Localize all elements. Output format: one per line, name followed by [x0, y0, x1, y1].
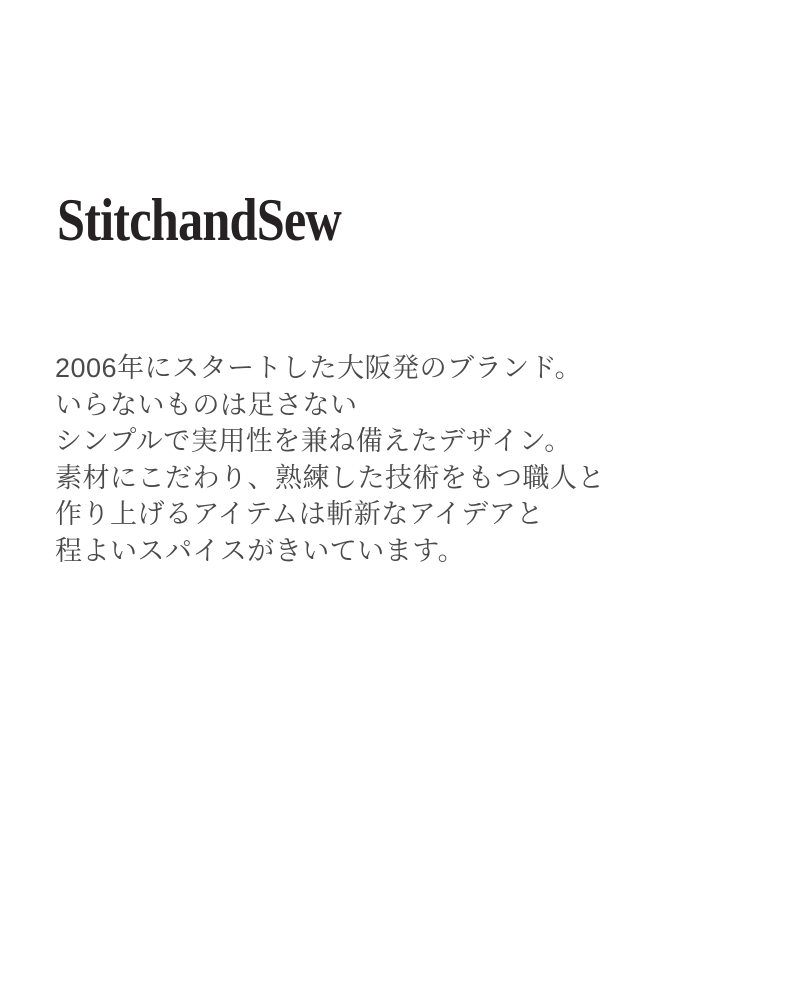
brand-description-line: 程よいスパイスがきいています。 — [55, 535, 466, 566]
brand-logo-text: StitchandSew — [57, 187, 341, 253]
brand-description-line: いらないものは足さない — [55, 389, 358, 420]
brand-description-line: シンプルで実用性を兼ね備えたデザイン。 — [55, 426, 572, 456]
brand-description-line: 2006年にスタートした大阪発のブランド。 — [55, 353, 583, 383]
brand-description — [55, 350, 605, 569]
brand-description-line: 作り上げるアイテムは斬新なアイデアと — [55, 499, 544, 529]
brand-description-line: 素材にこだわり、熟練した技術をもつ職人と — [55, 462, 605, 493]
